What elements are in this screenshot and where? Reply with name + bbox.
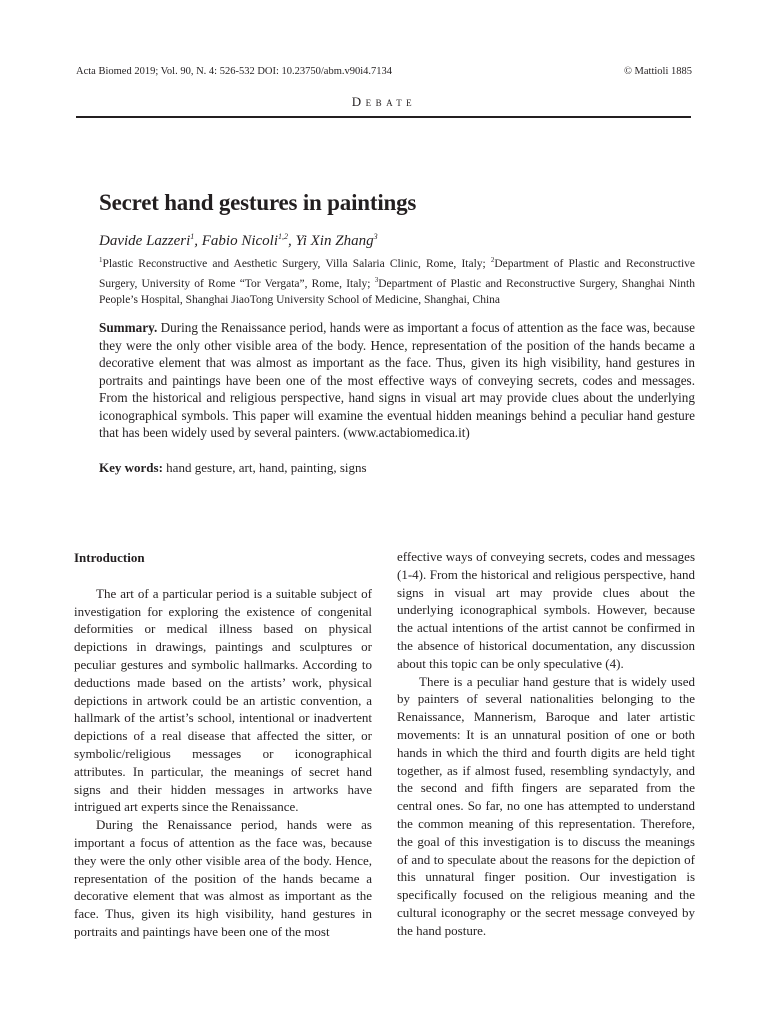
keywords [99,460,367,476]
abstract [99,319,695,442]
section-heading-introduction: Introduction [74,550,145,565]
body-paragraph: effective ways of conveying secrets, codes and messages (1-4). From the historical and religious perspective, hand signs in visual art may provide clues about the underlying iconographical symbols. However, because the actual intentions of the artist cannot be confirmed in the absence of historical documentation, any discussion about this topic can be only speculative (4). [397,549,695,671]
affiliation-mark: 1 [99,256,103,264]
affiliation-mark: 3 [374,275,379,284]
affiliation-text: Department of Plastic and Reconstructive Surgery, University of Rome “Tor Vergata”, Rome, Italy; [99,257,696,290]
abstract-text: During the Renaissance period, hands were as important a focus of attention as the face was, because they were the only other visible area of the body. Hence, representation of the position of the hands became a decorative element that was almost as important as the face. Thus, given its high visibility, hand gestures in portraits and paintings have been one of the most effective ways of conveying secrets, codes and messages. From the historical and religious perspective, hand signs in visual art may provide clues about the underlying iconographical symbols. This paper will examine the eventual hidden meanings behind a peculiar hand gesture that has been widely used by several painters. (www.actabiomedica.it) [99,320,695,440]
author-affiliation-mark: 1,2 [278,232,288,241]
body-column-right [397,548,695,940]
body-paragraph: There is a peculiar hand gesture that is widely used by painters of several nationalities belonging to the Renaissance, Mannerism, Baroque and later artistic movements: It is an unnatural position of one or both hands in which the third and fourth digits are held tight together, as if almost fused, resembling syndactyly, and the second and fifth fingers are separated from the central ones. So far, no one has attempted to understand the common meaning of this representation. Therefore, the goal of this investigation is to discuss the meanings of and to speculate about the reasons for the depiction of this unnatural finger position. Our investigation is specifically focused on the religious meaning and the cultural iconography or the secret message conveyed by the hand posture. [397,673,695,938]
body-paragraph: During the Renaissance period, hands were as important a focus of attention as the face was, because they were the only other visible area of the body. Hence, representation of the position of the hands became a decorative element that was almost as important as the face. Thus, given its high visibility, hand gestures in portraits and paintings have been one of the most [74,817,372,939]
abstract-label: Summary. [99,320,158,335]
author-affiliation-mark: 1 [190,232,195,241]
journal-citation: Acta Biomed 2019; Vol. 90, N. 4: 526-532 DOI: 10.23750/abm.v90i4.7134 [76,66,393,77]
keywords-text: hand gesture, art, hand, painting, signs [166,460,367,475]
affiliations [99,252,695,308]
author-name: Yi Xin Zhang [295,233,374,249]
affiliation-text: Department of Plastic and Reconstructive Surgery, Shanghai Ninth People’s Hospital, Shanghai JiaoTong University School of Medicine, Shanghai, China [99,277,695,306]
copyright-notice: © Mattioli 1885 [623,66,692,77]
author-list: Davide Lazzeri$^1$, Fabio Nicoli$^{1,2}$, Yi Xin Zhang$^3$ [99,232,378,249]
author-affiliation-mark: 3 [373,232,378,241]
affiliation-text: Plastic Reconstructive and Aesthetic Surgery, Villa Salaria Clinic, Rome, Italy; [102,257,486,270]
header-rule [76,116,691,118]
author-name: Fabio Nicoli [201,233,278,249]
affiliation-mark: 2 [490,256,495,264]
author-name: Davide Lazzeri [99,233,191,249]
keywords-label: Key words: [99,460,163,475]
body-column-left [74,549,372,941]
body-paragraph: The art of a particular period is a suitable subject of investigation for exploring the existence of congenital deformities or medical illness based on physical depictions in drawings, paintings and sculptures or peculiar gestures and symbolic hallmarks. According to deductions made based on the artists’ work, physical depictions in artwork could be an artistic convention, a hallmark of the artist’s school, intentional or inadvertent depictions of a real disease that affected the sitter, or symbolic/religious messages or iconographical attributes. In particular, the meanings of secret hand signs and their hidden messages in artworks have intrigued art experts since the Renaissance. [74,585,372,815]
section-label: Debate [351,94,417,109]
article-title: Secret hand gestures in paintings [99,190,417,215]
